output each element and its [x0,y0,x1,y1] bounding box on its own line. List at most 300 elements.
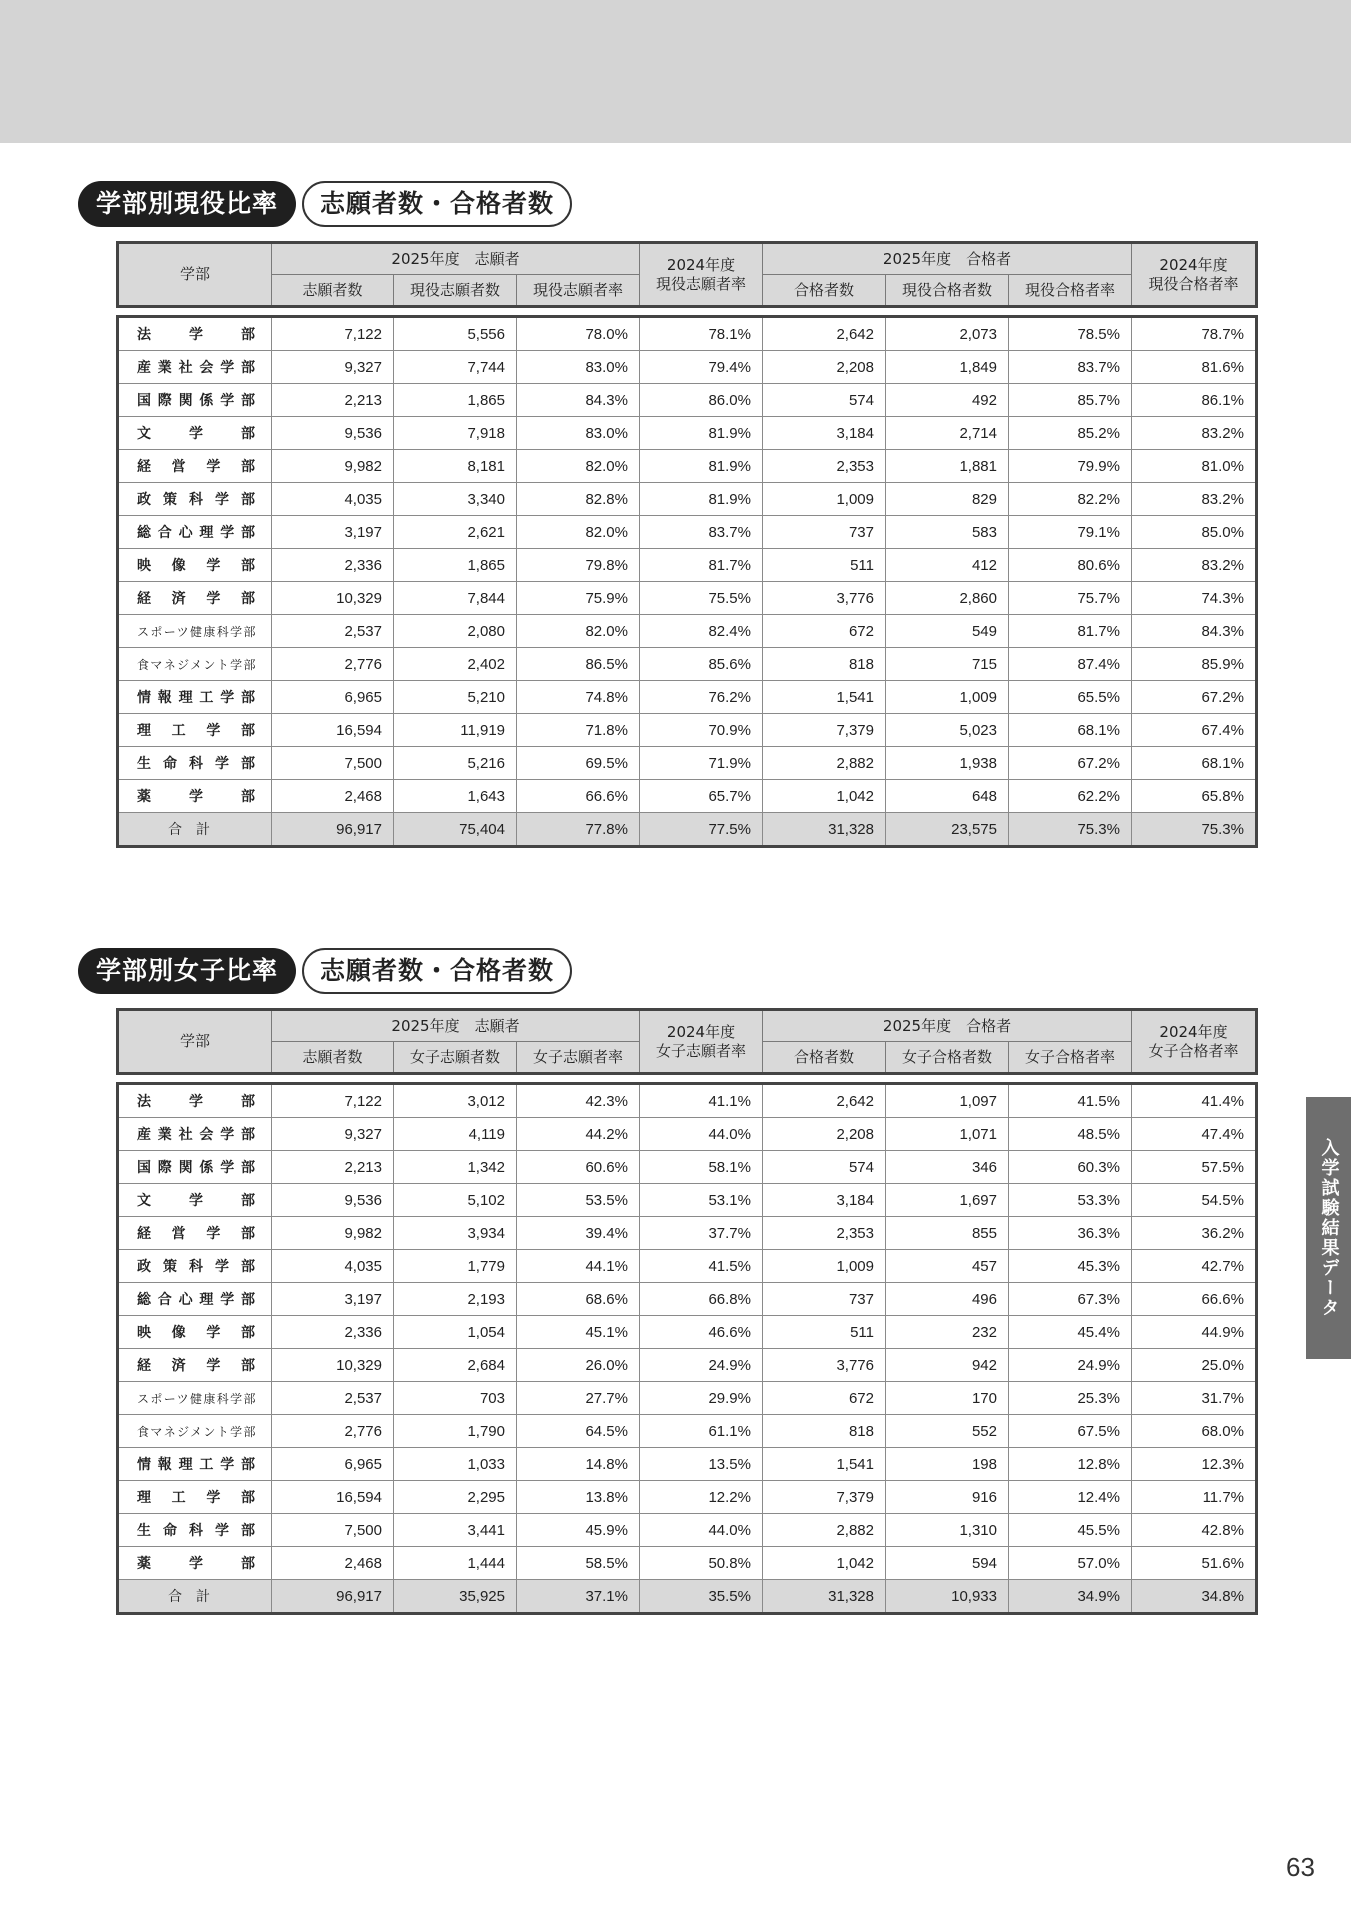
value-cell: 86.5% [517,648,640,681]
value-cell: 3,776 [763,1349,886,1382]
value-cell: 74.3% [1132,582,1257,615]
value-cell: 511 [763,1316,886,1349]
value-cell: 2,468 [272,780,394,813]
value-cell: 4,119 [394,1118,517,1151]
value-cell: 42.7% [1132,1250,1257,1283]
section1-subtitle: 志願者数・合格者数 [302,181,572,227]
faculty-cell: 政策科学部 [118,483,272,516]
value-cell: 67.2% [1009,747,1132,780]
value-cell: 9,536 [272,1184,394,1217]
section2-subtitle: 志願者数・合格者数 [302,948,572,994]
value-cell: 11.7% [1132,1481,1257,1514]
value-cell: 42.3% [517,1084,640,1118]
value-cell: 2,213 [272,384,394,417]
value-cell: 9,536 [272,417,394,450]
value-cell: 574 [763,384,886,417]
value-cell: 81.7% [640,549,763,582]
value-cell: 50.8% [640,1547,763,1580]
side-tab [1306,1097,1351,1359]
faculty-cell: 法学部 [118,317,272,351]
section2-body [116,1082,1258,1615]
faculty-cell: 食マネジメント学部 [118,648,272,681]
value-cell: 1,009 [763,483,886,516]
value-cell: 67.2% [1132,681,1257,714]
value-cell: 45.9% [517,1514,640,1547]
value-cell: 51.6% [1132,1547,1257,1580]
value-cell: 7,500 [272,747,394,780]
value-cell: 16,594 [272,1481,394,1514]
value-cell: 45.3% [1009,1250,1132,1283]
value-cell: 79.8% [517,549,640,582]
value-cell: 1,310 [886,1514,1009,1547]
value-cell: 57.0% [1009,1547,1132,1580]
value-cell: 1,342 [394,1151,517,1184]
value-cell: 67.5% [1009,1415,1132,1448]
faculty-cell: 産業社会学部 [118,1118,272,1151]
value-cell: 672 [763,1382,886,1415]
value-cell: 84.3% [517,384,640,417]
value-cell: 45.5% [1009,1514,1132,1547]
header-sub: 女子志願者率 [517,1042,640,1074]
value-cell: 36.2% [1132,1217,1257,1250]
table-row [118,1415,1257,1448]
value-cell: 44.0% [640,1118,763,1151]
value-cell: 7,122 [272,1084,394,1118]
value-cell: 1,790 [394,1415,517,1448]
value-cell: 3,934 [394,1217,517,1250]
value-cell: 61.1% [640,1415,763,1448]
value-cell: 1,009 [886,681,1009,714]
value-cell: 46.6% [640,1316,763,1349]
faculty-cell: 合計 [118,1580,272,1614]
value-cell: 25.0% [1132,1349,1257,1382]
faculty-cell: 経営学部 [118,450,272,483]
value-cell: 67.4% [1132,714,1257,747]
header-sub: 志願者数 [272,275,394,307]
value-cell: 75.7% [1009,582,1132,615]
value-cell: 496 [886,1283,1009,1316]
value-cell: 60.6% [517,1151,640,1184]
value-cell: 71.9% [640,747,763,780]
header-sub: 現役志願者率 [517,275,640,307]
table-row [118,1547,1257,1580]
header-applicants-2024: 2024年度 女子志願者率 [640,1010,763,1074]
value-cell: 3,441 [394,1514,517,1547]
table-row [118,1118,1257,1151]
value-cell: 2,860 [886,582,1009,615]
value-cell: 594 [886,1547,1009,1580]
value-cell: 70.9% [640,714,763,747]
value-cell: 83.7% [640,516,763,549]
section2-header [116,1008,1258,1075]
value-cell: 25.3% [1009,1382,1132,1415]
value-cell: 2,776 [272,1415,394,1448]
value-cell: 81.9% [640,417,763,450]
faculty-cell: 理工学部 [118,714,272,747]
value-cell: 78.5% [1009,317,1132,351]
value-cell: 96,917 [272,1580,394,1614]
value-cell: 44.9% [1132,1316,1257,1349]
table-row [118,1184,1257,1217]
value-cell: 1,541 [763,1448,886,1481]
header-passers-2025: 2025年度 合格者 [763,243,1132,275]
value-cell: 1,033 [394,1448,517,1481]
value-cell: 81.9% [640,483,763,516]
table-row [118,351,1257,384]
faculty-cell: 情報理工学部 [118,681,272,714]
value-cell: 81.7% [1009,615,1132,648]
value-cell: 11,919 [394,714,517,747]
value-cell: 3,340 [394,483,517,516]
faculty-cell: 映像学部 [118,1316,272,1349]
header-passers-2024: 2024年度 現役合格者率 [1132,243,1257,307]
value-cell: 12.3% [1132,1448,1257,1481]
value-cell: 12.4% [1009,1481,1132,1514]
value-cell: 346 [886,1151,1009,1184]
value-cell: 87.4% [1009,648,1132,681]
value-cell: 8,181 [394,450,517,483]
section1-table [116,241,1255,848]
value-cell: 3,012 [394,1084,517,1118]
table-row [118,1316,1257,1349]
value-cell: 818 [763,648,886,681]
faculty-cell: 生命科学部 [118,1514,272,1547]
table-row [118,317,1257,351]
value-cell: 829 [886,483,1009,516]
value-cell: 65.7% [640,780,763,813]
value-cell: 75.3% [1009,813,1132,847]
faculty-cell: 産業社会学部 [118,351,272,384]
value-cell: 24.9% [1009,1349,1132,1382]
table-row [118,1481,1257,1514]
faculty-cell: 食マネジメント学部 [118,1415,272,1448]
value-cell: 2,073 [886,317,1009,351]
value-cell: 78.7% [1132,317,1257,351]
value-cell: 45.4% [1009,1316,1132,1349]
value-cell: 26.0% [517,1349,640,1382]
faculty-cell: スポーツ健康科学部 [118,615,272,648]
value-cell: 74.8% [517,681,640,714]
total-row [118,813,1257,847]
table-row [118,780,1257,813]
value-cell: 1,444 [394,1547,517,1580]
value-cell: 1,042 [763,780,886,813]
value-cell: 82.0% [517,516,640,549]
total-row [118,1580,1257,1614]
value-cell: 84.3% [1132,615,1257,648]
faculty-cell: スポーツ健康科学部 [118,1382,272,1415]
value-cell: 67.3% [1009,1283,1132,1316]
value-cell: 1,071 [886,1118,1009,1151]
value-cell: 53.1% [640,1184,763,1217]
value-cell: 75,404 [394,813,517,847]
value-cell: 7,122 [272,317,394,351]
faculty-cell: 映像学部 [118,549,272,582]
value-cell: 83.0% [517,417,640,450]
table-row [118,1283,1257,1316]
value-cell: 9,327 [272,1118,394,1151]
value-cell: 2,208 [763,351,886,384]
value-cell: 715 [886,648,1009,681]
value-cell: 672 [763,615,886,648]
value-cell: 75.5% [640,582,763,615]
value-cell: 31,328 [763,813,886,847]
value-cell: 457 [886,1250,1009,1283]
value-cell: 1,865 [394,549,517,582]
section1-title: 学部別現役比率 [78,181,296,227]
value-cell: 83.2% [1132,549,1257,582]
value-cell: 42.8% [1132,1514,1257,1547]
value-cell: 44.1% [517,1250,640,1283]
value-cell: 583 [886,516,1009,549]
value-cell: 9,327 [272,351,394,384]
value-cell: 492 [886,384,1009,417]
value-cell: 77.5% [640,813,763,847]
section1-heading [78,181,572,227]
table-row [118,747,1257,780]
value-cell: 37.7% [640,1217,763,1250]
value-cell: 64.5% [517,1415,640,1448]
value-cell: 41.4% [1132,1084,1257,1118]
value-cell: 10,329 [272,582,394,615]
value-cell: 82.8% [517,483,640,516]
value-cell: 5,216 [394,747,517,780]
value-cell: 2,642 [763,1084,886,1118]
value-cell: 5,102 [394,1184,517,1217]
faculty-cell: 経営学部 [118,1217,272,1250]
value-cell: 3,184 [763,1184,886,1217]
value-cell: 37.1% [517,1580,640,1614]
value-cell: 916 [886,1481,1009,1514]
header-faculty: 学部 [118,243,272,307]
value-cell: 1,009 [763,1250,886,1283]
table-row [118,1448,1257,1481]
value-cell: 58.5% [517,1547,640,1580]
value-cell: 31.7% [1132,1382,1257,1415]
value-cell: 1,054 [394,1316,517,1349]
faculty-cell: 情報理工学部 [118,1448,272,1481]
value-cell: 818 [763,1415,886,1448]
value-cell: 14.8% [517,1448,640,1481]
value-cell: 79.9% [1009,450,1132,483]
table-row [118,582,1257,615]
value-cell: 75.3% [1132,813,1257,847]
faculty-cell: 文学部 [118,417,272,450]
value-cell: 1,865 [394,384,517,417]
section1-header [116,241,1258,308]
faculty-cell: 薬学部 [118,780,272,813]
value-cell: 41.5% [1009,1084,1132,1118]
header-applicants-2025: 2025年度 志願者 [272,1010,640,1042]
table-row [118,1151,1257,1184]
value-cell: 2,080 [394,615,517,648]
value-cell: 65.8% [1132,780,1257,813]
value-cell: 35.5% [640,1580,763,1614]
value-cell: 66.6% [517,780,640,813]
side-tab-label: 入学試験結果データ [1318,1138,1340,1318]
section1-body [116,315,1258,848]
header-applicants-2025: 2025年度 志願者 [272,243,640,275]
value-cell: 232 [886,1316,1009,1349]
value-cell: 77.8% [517,813,640,847]
value-cell: 2,193 [394,1283,517,1316]
faculty-cell: 合計 [118,813,272,847]
value-cell: 34.9% [1009,1580,1132,1614]
value-cell: 82.0% [517,450,640,483]
top-band [0,0,1351,143]
value-cell: 7,379 [763,714,886,747]
table-row [118,714,1257,747]
value-cell: 96,917 [272,813,394,847]
value-cell: 1,849 [886,351,1009,384]
value-cell: 4,035 [272,1250,394,1283]
table-row [118,516,1257,549]
table-row [118,384,1257,417]
value-cell: 648 [886,780,1009,813]
value-cell: 57.5% [1132,1151,1257,1184]
value-cell: 2,882 [763,747,886,780]
table-row [118,1084,1257,1118]
value-cell: 2,336 [272,1316,394,1349]
value-cell: 79.1% [1009,516,1132,549]
faculty-cell: 文学部 [118,1184,272,1217]
value-cell: 170 [886,1382,1009,1415]
value-cell: 85.0% [1132,516,1257,549]
value-cell: 66.8% [640,1283,763,1316]
value-cell: 31,328 [763,1580,886,1614]
value-cell: 80.6% [1009,549,1132,582]
value-cell: 5,556 [394,317,517,351]
faculty-cell: 国際関係学部 [118,1151,272,1184]
value-cell: 9,982 [272,1217,394,1250]
value-cell: 53.3% [1009,1184,1132,1217]
value-cell: 412 [886,549,1009,582]
value-cell: 942 [886,1349,1009,1382]
value-cell: 83.2% [1132,417,1257,450]
value-cell: 53.5% [517,1184,640,1217]
header-sub: 女子合格者率 [1009,1042,1132,1074]
faculty-cell: 経済学部 [118,1349,272,1382]
value-cell: 7,744 [394,351,517,384]
faculty-cell: 理工学部 [118,1481,272,1514]
value-cell: 2,353 [763,450,886,483]
value-cell: 34.8% [1132,1580,1257,1614]
faculty-cell: 法学部 [118,1084,272,1118]
value-cell: 549 [886,615,1009,648]
value-cell: 83.0% [517,351,640,384]
value-cell: 82.2% [1009,483,1132,516]
table-row [118,681,1257,714]
value-cell: 41.1% [640,1084,763,1118]
value-cell: 69.5% [517,747,640,780]
value-cell: 2,776 [272,648,394,681]
value-cell: 7,918 [394,417,517,450]
value-cell: 3,184 [763,417,886,450]
value-cell: 62.2% [1009,780,1132,813]
value-cell: 54.5% [1132,1184,1257,1217]
table-row [118,450,1257,483]
header-sub: 合格者数 [763,1042,886,1074]
value-cell: 13.8% [517,1481,640,1514]
section2-title: 学部別女子比率 [78,948,296,994]
value-cell: 85.2% [1009,417,1132,450]
value-cell: 71.8% [517,714,640,747]
value-cell: 85.6% [640,648,763,681]
value-cell: 5,023 [886,714,1009,747]
header-sub: 女子合格者数 [886,1042,1009,1074]
value-cell: 12.8% [1009,1448,1132,1481]
value-cell: 198 [886,1448,1009,1481]
value-cell: 12.2% [640,1481,763,1514]
value-cell: 6,965 [272,1448,394,1481]
header-faculty: 学部 [118,1010,272,1074]
faculty-cell: 生命科学部 [118,747,272,780]
table-row [118,483,1257,516]
header-sub: 合格者数 [763,275,886,307]
value-cell: 44.0% [640,1514,763,1547]
value-cell: 1,042 [763,1547,886,1580]
value-cell: 2,882 [763,1514,886,1547]
faculty-cell: 薬学部 [118,1547,272,1580]
value-cell: 60.3% [1009,1151,1132,1184]
value-cell: 10,329 [272,1349,394,1382]
value-cell: 48.5% [1009,1118,1132,1151]
table-row [118,1382,1257,1415]
header-passers-2025: 2025年度 合格者 [763,1010,1132,1042]
section2-heading [78,948,572,994]
value-cell: 85.7% [1009,384,1132,417]
value-cell: 1,697 [886,1184,1009,1217]
value-cell: 2,295 [394,1481,517,1514]
value-cell: 7,500 [272,1514,394,1547]
value-cell: 9,982 [272,450,394,483]
header-sub: 志願者数 [272,1042,394,1074]
table-row [118,549,1257,582]
value-cell: 1,779 [394,1250,517,1283]
value-cell: 3,776 [763,582,886,615]
value-cell: 3,197 [272,1283,394,1316]
value-cell: 81.9% [640,450,763,483]
table-row [118,1217,1257,1250]
value-cell: 1,097 [886,1084,1009,1118]
value-cell: 29.9% [640,1382,763,1415]
value-cell: 511 [763,549,886,582]
value-cell: 78.0% [517,317,640,351]
value-cell: 2,684 [394,1349,517,1382]
faculty-cell: 経済学部 [118,582,272,615]
faculty-cell: 総合心理学部 [118,516,272,549]
value-cell: 78.1% [640,317,763,351]
value-cell: 10,933 [886,1580,1009,1614]
value-cell: 68.1% [1132,747,1257,780]
value-cell: 2,714 [886,417,1009,450]
value-cell: 68.6% [517,1283,640,1316]
header-sub: 女子志願者数 [394,1042,517,1074]
value-cell: 1,541 [763,681,886,714]
value-cell: 703 [394,1382,517,1415]
faculty-cell: 国際関係学部 [118,384,272,417]
header-sub: 現役志願者数 [394,275,517,307]
value-cell: 13.5% [640,1448,763,1481]
value-cell: 2,213 [272,1151,394,1184]
value-cell: 81.0% [1132,450,1257,483]
value-cell: 24.9% [640,1349,763,1382]
value-cell: 36.3% [1009,1217,1132,1250]
value-cell: 41.5% [640,1250,763,1283]
value-cell: 3,197 [272,516,394,549]
table-row [118,417,1257,450]
value-cell: 552 [886,1415,1009,1448]
